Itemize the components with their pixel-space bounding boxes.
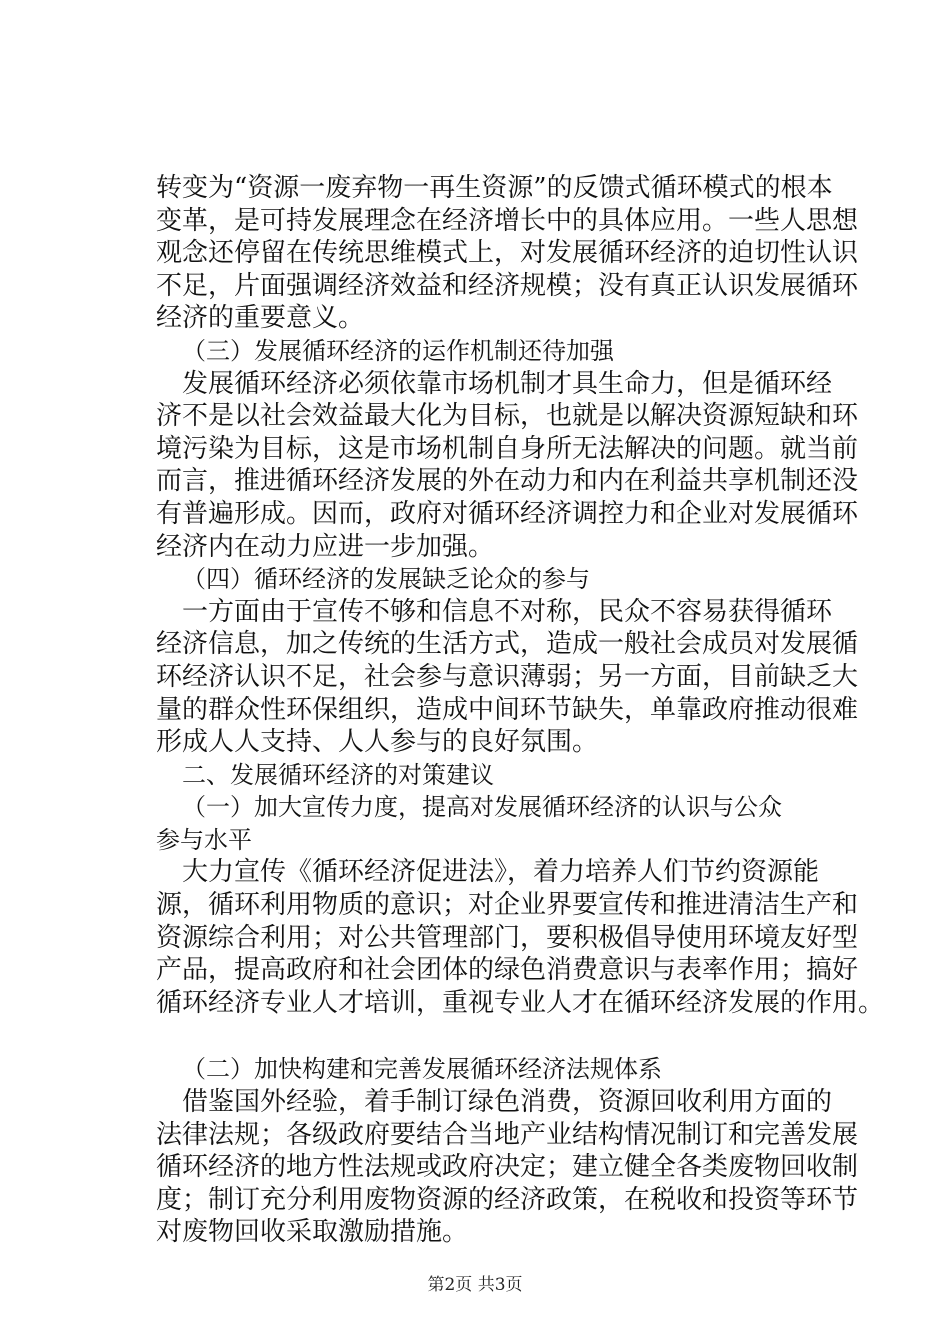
paragraph-line: 度；制订充分利用废物资源的经济政策，在税收和投资等环节 [156, 1184, 859, 1215]
document-body [156, 172, 885, 1249]
paragraph-line: 经济信息，加之传统的生活方式，造成一般社会成员对发展循 [156, 629, 859, 660]
paragraph-line: 形成人人支持、人人参与的良好氛围。 [156, 727, 599, 758]
paragraph-line: 源，循环利用物质的意识；对企业界要宣传和推进清洁生产和 [156, 890, 859, 921]
section-heading: （三）发展循环经济的运作机制还待加强 [182, 336, 614, 365]
paragraph-line: 济不是以社会效益最大化为目标，也就是以解决资源短缺和环 [156, 401, 859, 432]
paragraph-line: 循环经济的地方性法规或政府决定；建立健全各类废物回收制 [156, 1152, 859, 1183]
paragraph-line: 变革，是可持发展理念在经济增长中的具体应用。一些人思想 [156, 205, 859, 236]
paragraph-line: 不足，片面强调经济效益和经济规模；没有真正认识发展循环 [156, 270, 859, 301]
paragraph-line: 大力宣传《循环经济促进法》，着力培养人们节约资源能 [182, 857, 820, 888]
paragraph-line: 量的群众性环保组织，造成中间环节缺失，单靠政府推动很难 [156, 694, 859, 725]
paragraph-line: 一方面由于宣传不够和信息不对称，民众不容易获得循环 [182, 596, 833, 627]
paragraph-line: 法律法规；各级政府要结合当地产业结构情况制订和完善发展 [156, 1119, 859, 1150]
paragraph-line: 循环经济专业人才培训，重视专业人才在循环经济发展的作用。 [156, 987, 885, 1018]
paragraph-line: 产品，提高政府和社会团体的绿色消费意识与表率作用；搞好 [156, 955, 859, 986]
paragraph-line: 而言，推进循环经济发展的外在动力和内在利益共享机制还没 [156, 466, 859, 497]
paragraph-line: 转变为“资源一废弃物一再生资源”的反馈式循环模式的根本 [156, 173, 833, 203]
paragraph-line: 有普遍形成。因而，政府对循环经济调控力和企业对发展循环 [156, 498, 859, 529]
paragraph-line: 观念还停留在传统思维模式上，对发展循环经济的迫切性认识 [156, 238, 859, 269]
paragraph-line: 经济内在动力应进一步加强。 [156, 531, 495, 562]
paragraph-line: 借鉴国外经验，着手制订绿色消费，资源回收利用方面的 [182, 1087, 833, 1118]
section-heading: （一）加大宣传力度，提高对发展循环经济的认识与公众 [182, 793, 782, 822]
paragraph-line: 对废物回收采取激励措施。 [156, 1217, 469, 1248]
paragraph-line: 境污染为目标，这是市场机制自身所无法解决的问题。就当前 [156, 433, 859, 464]
section-heading: 二、发展循环经济的对策建议 [182, 760, 494, 789]
paragraph-line: 经济的重要意义。 [156, 303, 365, 334]
section-heading: （四）循环经济的发展缺乏论众的参与 [182, 565, 590, 594]
paragraph-line: 发展循环经济必须依靠市场机制才具生命力，但是循环经 [182, 368, 833, 399]
paragraph-line: 资源综合利用；对公共管理部门，要积极倡导使用环境友好型 [156, 922, 859, 953]
paragraph-line: 环经济认识不足，社会参与意识薄弱；另一方面，目前缺乏大 [156, 661, 859, 692]
page-number-footer: 第2页 共3页 [427, 1275, 523, 1295]
section-heading: （二）加快构建和完善发展循环经济法规体系 [182, 1055, 662, 1084]
section-heading: 参与水平 [156, 825, 252, 854]
paragraph-gap [156, 1019, 846, 1053]
